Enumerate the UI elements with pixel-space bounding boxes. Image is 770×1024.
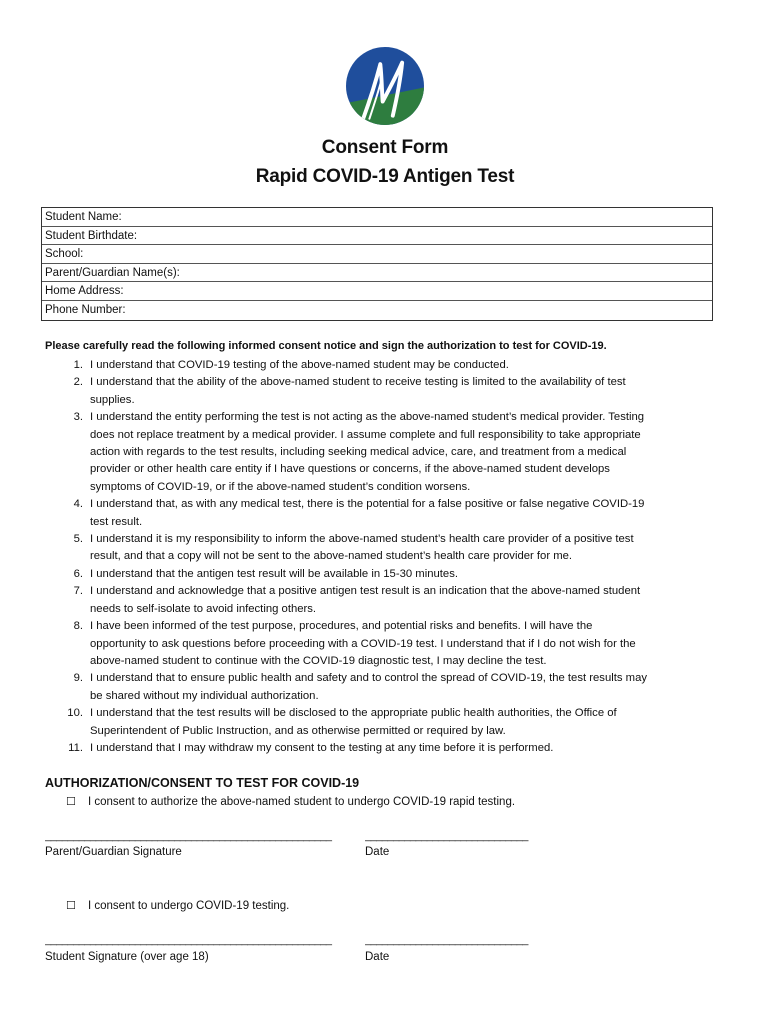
- consent-intro: Please carefully read the following informed consent notice and sign the authorization to test for COVID-19.: [45, 340, 607, 352]
- term-text-line: I understand that the antigen test result will be available in 15-30 minutes.: [90, 567, 458, 580]
- term-text-line: does not replace treatment by a medical provider. I assume complete and full responsibility to take appropriate: [90, 428, 641, 441]
- term-number: 3.: [73, 411, 83, 424]
- m-logo-icon: [346, 47, 424, 125]
- term-number: 8.: [73, 620, 83, 633]
- term-text-line: I understand that I may withdraw my consent to the testing at any time before it is performed.: [90, 741, 554, 754]
- parent-signature-line[interactable]: ___________________________________________________: [45, 830, 332, 842]
- term-number: 2.: [73, 376, 83, 389]
- consent-terms-list: [45, 357, 725, 757]
- term-text-line: I understand that to ensure public health and safety and to control the spread of COVID-19, the test results may: [90, 672, 648, 685]
- consent-authorize-label: I consent to authorize the above-named student to undergo COVID-19 rapid testing.: [88, 796, 516, 808]
- consent-term-item: [45, 531, 725, 566]
- term-text-line: I understand that the test results will be disclosed to the appropriate public health authorities, the Office of: [90, 707, 617, 720]
- consent-authorize-student: [66, 795, 515, 808]
- consent-term-item: [45, 374, 725, 409]
- checkbox-student-consent[interactable]: ☐: [66, 900, 76, 912]
- term-text-line: needs to self-isolate to avoid infecting others.: [90, 602, 317, 615]
- student-birthdate-field[interactable]: Student Birthdate:: [42, 227, 712, 246]
- authorization-heading: AUTHORIZATION/CONSENT TO TEST FOR COVID-19: [45, 776, 360, 790]
- term-text-line: result, and that a copy will not be sent to the above-named student’s health care provider for me.: [90, 550, 573, 563]
- term-text-line: I understand that, as with any medical test, there is the potential for a false positive or false negative COVID-19: [90, 498, 645, 511]
- term-text-line: above-named student to continue with the COVID-19 diagnostic test, I may decline the test.: [90, 654, 547, 667]
- term-number: 10.: [67, 707, 83, 720]
- term-number: 9.: [73, 672, 83, 685]
- term-text-line: test result.: [90, 515, 143, 528]
- term-number: 7.: [73, 585, 83, 598]
- term-text-line: I understand that the ability of the above-named student to receive testing is limited to the availability of test: [90, 376, 626, 389]
- consent-student-label: I consent to undergo COVID-19 testing.: [88, 900, 290, 912]
- checkbox-parent-consent[interactable]: ☐: [66, 796, 76, 808]
- term-text-line: provider or other health care entity if I have questions or concerns, if the above-named student develops: [90, 463, 610, 476]
- term-text-line: I understand that COVID-19 testing of the above-named student may be conducted.: [90, 359, 509, 371]
- parent-date-line[interactable]: _____________________________: [365, 830, 528, 842]
- parent-guardian-name-field[interactable]: Parent/Guardian Name(s):: [42, 264, 712, 283]
- consent-term-item: [45, 740, 725, 757]
- student-date-line[interactable]: _____________________________: [365, 934, 528, 946]
- student-signature-label: Student Signature (over age 18): [45, 951, 209, 963]
- term-text-line: action with regards to the test results, including seeking medical advice, care, and treatment from a medical: [90, 446, 627, 459]
- consent-term-item: [45, 618, 725, 670]
- term-text-line: I understand the entity performing the test is not acting as the above-named student’s medical provider. Testing: [90, 411, 645, 424]
- consent-term-item: [45, 409, 725, 496]
- consent-student-self: [66, 899, 289, 912]
- term-text-line: symptoms of COVID-19, or if the above-named student’s condition worsens.: [90, 480, 471, 493]
- parent-signature-label: Parent/Guardian Signature: [45, 846, 182, 858]
- home-address-field[interactable]: Home Address:: [42, 282, 712, 301]
- student-info-table: [41, 207, 713, 321]
- consent-term-item: [45, 496, 725, 531]
- form-title: Consent Form: [321, 137, 449, 158]
- student-signature-line[interactable]: ___________________________________________________: [45, 934, 332, 946]
- term-text-line: opportunity to ask questions before proceeding with a COVID-19 test. I understand that if I do not wish for the: [90, 637, 636, 650]
- term-number: 4.: [73, 498, 83, 511]
- consent-term-item: [45, 670, 725, 705]
- term-text-line: I understand it is my responsibility to inform the above-named student’s health care provider of a positive test: [90, 533, 634, 546]
- term-text-line: I understand and acknowledge that a positive antigen test result is an indication that the above-named student: [90, 585, 641, 598]
- consent-term-item: [45, 357, 725, 374]
- term-text-line: I have been informed of the test purpose, procedures, and potential risks and benefits. I will have the: [90, 620, 593, 633]
- phone-number-field[interactable]: Phone Number:: [45, 303, 126, 316]
- term-text-line: Superintendent of Public Instruction, and as otherwise permitted or required by law.: [90, 724, 506, 737]
- term-text-line: supplies.: [90, 393, 135, 406]
- term-number: 1.: [73, 359, 83, 371]
- term-text-line: be shared without my individual authorization.: [90, 689, 319, 702]
- form-subtitle: Rapid COVID-19 Antigen Test: [255, 166, 515, 187]
- school-field[interactable]: School:: [42, 245, 712, 264]
- term-number: 5.: [73, 533, 83, 546]
- parent-date-label: Date: [365, 846, 390, 858]
- consent-term-item: [45, 566, 725, 583]
- student-date-label: Date: [365, 951, 390, 963]
- term-number: 11.: [68, 741, 83, 754]
- consent-term-item: [45, 705, 725, 740]
- consent-term-item: [45, 583, 725, 618]
- term-number: 6.: [73, 567, 83, 580]
- student-name-field[interactable]: Student Name:: [42, 208, 712, 227]
